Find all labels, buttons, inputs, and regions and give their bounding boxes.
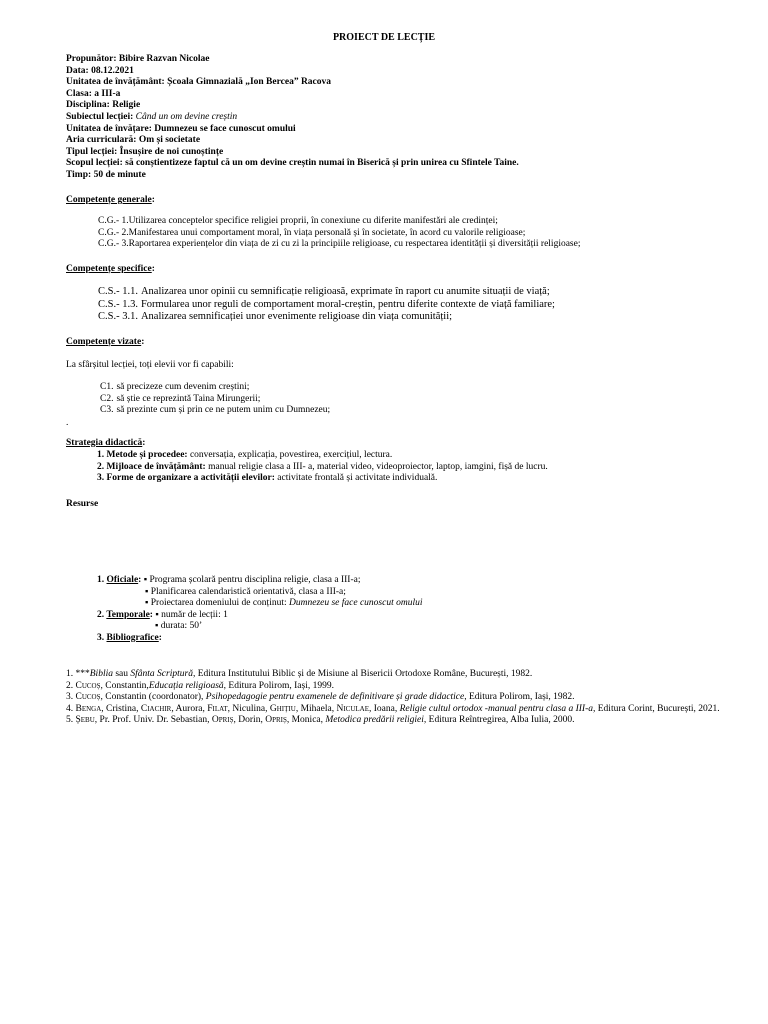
header-sep: : [88, 169, 94, 180]
temporale-item-2: durata: 50’ [160, 621, 203, 632]
oficiale-item-2: Planificarea calendaristică orientativă, clasa a III-a; [150, 586, 346, 597]
oficiale-item-3-italic: Dumnezeu se face cunoscut omului [289, 598, 423, 609]
header-value: Religie [112, 100, 141, 111]
item-code: C.G.- 1. [98, 216, 129, 226]
header-row [66, 100, 736, 112]
item-code: C.S.- 1.3. [98, 298, 138, 310]
competente-specifice-list [98, 286, 768, 324]
header-row [66, 135, 736, 147]
oficiale-label: Oficiale [106, 575, 139, 585]
author-surname: Șebu [75, 715, 95, 726]
header-row [66, 54, 736, 66]
bibliography-entry [66, 704, 736, 716]
bullet: ▪ [145, 598, 149, 609]
header-sep: : [161, 77, 168, 88]
entry-number: 2. [66, 680, 74, 691]
section-heading: Strategia didactică [66, 438, 143, 448]
header-label: Clasa [66, 88, 89, 99]
header-value: Bibire Razvan Nicolae [118, 54, 210, 64]
bullet: ▪ [155, 621, 159, 632]
competente-vizate-intro: La sfârșitul lecției, toți elevii vor fi capabili: [66, 360, 234, 370]
header-row [66, 124, 736, 136]
competente-vizate-section: Competențe vizate: [66, 337, 145, 347]
header-label: Propunător [66, 54, 114, 64]
entry-text: , Editura Institutului Biblic și de Misiune al Bisericii Ortodoxe Române, București, 1982. [192, 669, 533, 679]
header-value: 08.12.2021 [91, 65, 134, 76]
resurse-list: 1. Oficiale: ▪ Programa școlară pentru disciplina religie, clasa a III-a; ▪ Planificarea calendaristică orientativă, clasa a III-a; ▪ Proiectarea domeniului de conținut: Dumnezeu se face cunoscut omului 2. Temporale: ▪ număr de lecții: 1 ▪ durata: 50’ 3. Bibliografice: [97, 575, 423, 643]
author-surname: Ghițiu [269, 703, 296, 714]
header-label: Scopul lecției [66, 158, 120, 169]
list-item [98, 239, 768, 251]
resurse-section [66, 499, 736, 511]
entry-text: , Pr. Prof. Univ. Dr. Sebastian, [94, 715, 212, 726]
section-heading: Competențe specifice [66, 264, 152, 274]
entry-text: , Constantin (coordonator), [100, 692, 206, 703]
strategia-item: 3. Forme de organizare a activității elevilor: activitate frontală și activitate individuală. [97, 473, 438, 484]
list-item [98, 216, 768, 228]
entry-number: 3. [66, 692, 74, 703]
entry-text: , Mihaela, [295, 703, 337, 714]
item-text: manual religie clasa a III- a, material video, videoproiector, laptop, iamgini, fișă de lucru. [208, 461, 548, 472]
header-sep: : [130, 111, 136, 122]
bibliography-entry [66, 692, 736, 704]
strategia-item: 2. Mijloace de învățământ: manual religie clasa a III- a, material video, videoproiector, laptop, iamgini, fișă de lucru. [97, 461, 548, 472]
list-item [98, 228, 768, 240]
item-code: C.S.- 1.1. [98, 286, 138, 297]
item-text: Utilizarea conceptelor specifice religiei proprii, în conexiune cu diferite manifestări ale credinței; [128, 216, 498, 226]
header-value: 50 de minute [93, 169, 146, 180]
header-row [66, 158, 736, 170]
item-label: Forme de organizare a activității elevilor [106, 473, 272, 484]
entry-text: Editura Reîntregirea, Alba Iulia, 2000. [426, 715, 575, 726]
list-item [100, 382, 768, 394]
header-sep: : [88, 88, 95, 99]
header-value: Școala Gimnazială „Ion Bercea” Racova [167, 77, 332, 88]
item-text: activitate frontală și activitate individuală. [277, 473, 438, 484]
header-row [66, 147, 736, 159]
list-item [98, 286, 768, 299]
item-code: C1. [100, 382, 114, 392]
entry-text: , Monica, [286, 715, 326, 726]
entry-title: Psihopedagogie pentru examenele de definitivare și grade didactice [205, 692, 465, 703]
item-text: Analizarea unor opinii cu semnificație religioasă, exprimate în raport cu anumite situații de viață; [140, 286, 550, 297]
item-code: C2. [100, 393, 114, 404]
author-surname: Cucoș [75, 680, 101, 691]
header-value: Însușire de noi cunoștințe [119, 146, 224, 157]
bibliography-entry [66, 669, 736, 681]
header-sep: : [119, 158, 126, 169]
temporale-item-1: număr de lecții: 1 [161, 609, 228, 620]
entry-text: , Constantin, [100, 680, 149, 691]
header-sep: : [106, 100, 113, 111]
entry-title: Religie cultul ortodox -manual pentru clasa a III-a, [399, 703, 596, 714]
entry-text: , Aurora, [171, 703, 208, 714]
item-label: Mijloace de învățământ [106, 461, 203, 472]
competente-generale-list [98, 216, 768, 251]
bullet: ▪ [143, 575, 148, 585]
author-surname: Niculae [336, 703, 369, 714]
entry-text: *** [75, 669, 90, 679]
header-row [66, 89, 736, 101]
author-surname: Ciachir [140, 703, 172, 714]
item-label: Metode și procedee [106, 450, 185, 460]
competente-generale-section: Competențe generale: [66, 195, 155, 205]
competente-specifice-section: Competențe specifice: [66, 264, 155, 274]
item-number: 3. [97, 473, 105, 484]
item-text: Raportarea experiențelor din viața de zi cu zi la principiile religioase, cu respectarea identității și diversității religioase; [128, 239, 581, 250]
strategia-item: 1. Metode și procedee: conversația, explicația, povestirea, exercițiul, lectura. [97, 450, 393, 460]
entry-text: , Niculina, [227, 703, 270, 714]
header-sep: : [133, 135, 139, 146]
item-text: Formularea unor reguli de comportament moral-creștin, pentru diferite contexte de viață familiare; [140, 298, 555, 310]
author-surname: Opriș [265, 715, 287, 726]
header-row [66, 77, 736, 89]
section-heading: Competențe generale [66, 195, 152, 205]
header-sep: : [148, 123, 155, 134]
entry-text: Editura Corint, București, 2021. [595, 703, 720, 714]
item-text: să precizeze cum devenim creștini; [116, 382, 250, 392]
entry-text: , Editura Polirom, Iași, 1982. [464, 692, 575, 703]
temporale-label: Temporale [106, 609, 150, 620]
header-label: Subiectul lecției [66, 111, 131, 122]
strategia-section: Strategia didactică: [66, 438, 146, 448]
entry-number: 4. [66, 703, 74, 714]
list-item [100, 394, 768, 406]
header-value: Om și societate [138, 135, 201, 146]
trailing-dot: . [66, 418, 69, 428]
header-row [66, 66, 736, 78]
strategia-list [97, 450, 767, 485]
header-value: a III-a [94, 88, 121, 99]
competente-vizate-list [100, 382, 768, 417]
bullet: ▪ [155, 609, 159, 620]
header-label: Aria curriculară [66, 135, 134, 146]
item-code: C.S.- 3.1. [98, 311, 138, 322]
header-sep: : [113, 54, 119, 64]
header-sep: : [114, 146, 120, 157]
lesson-header [66, 54, 736, 182]
entry-text: , Cristina, [101, 703, 141, 714]
header-label: Data [66, 65, 86, 76]
list-item [98, 299, 768, 312]
oficiale-item-1: Programa școlară pentru disciplina religie, clasa a III-a; [149, 575, 361, 585]
item-text: conversația, explicația, povestirea, exercițiul, lectura. [189, 450, 393, 460]
header-label: Unitatea de învățare [66, 123, 149, 134]
item-text: Manifestarea unui comportament moral, în viața personală și în societate, în acord cu valorile religioase; [128, 227, 526, 238]
bibliography-entry [66, 715, 736, 727]
header-row [66, 112, 736, 124]
document-title: PROIECT DE LECȚIE [332, 32, 436, 43]
entry-title: Biblia [89, 669, 113, 679]
author-surname: Benga [75, 703, 102, 714]
bullet: ▪ [145, 586, 149, 597]
item-code: C.G.- 3. [98, 239, 129, 250]
header-label: Tipul lecției [66, 146, 115, 157]
section-heading: Competențe vizate [66, 337, 142, 347]
header-sep: : [85, 65, 92, 76]
entry-number: 5. [66, 715, 74, 726]
entry-title: Metodica predării religiei, [325, 715, 427, 726]
entry-text: , Editura Polirom, Iași, 1999. [223, 680, 334, 691]
entry-title: Educația religioasă [148, 680, 224, 691]
item-text: să știe ce reprezintă Taina Mirungerii; [116, 393, 261, 404]
entry-text: , Dorin, [233, 715, 266, 726]
entry-text: , Ioana, [368, 703, 400, 714]
header-label: Disciplina [66, 100, 107, 111]
item-number: 1. [97, 450, 105, 460]
item-number: 2. [97, 461, 105, 472]
list-item [98, 311, 768, 324]
header-label: Timp [66, 169, 89, 180]
author-surname: Opriș [211, 715, 234, 726]
entry-text: sau [112, 669, 131, 679]
header-value: Dumnezeu se face cunoscut omului [154, 123, 296, 134]
bibliografie-list [66, 669, 736, 727]
author-surname: Cucoș [75, 692, 101, 703]
header-label: Unitatea de învățământ [66, 77, 162, 88]
list-item [100, 405, 768, 417]
oficiale-item-3: Proiectarea domeniului de conținut: [150, 598, 289, 609]
header-value: să conștientizeze faptul că un om devine creștin numai în Biserică și prin unirea cu Sfintele Taine. [125, 158, 519, 169]
item-text: Analizarea semnificației unor evenimente religioase din viața comunității; [140, 311, 453, 322]
bibliography-entry [66, 681, 736, 693]
item-code: C3. [100, 405, 114, 416]
section-heading: Resurse [66, 499, 99, 509]
bibliografice-label: Bibliografice [106, 632, 159, 643]
item-text: să prezinte cum și prin ce ne putem unim cu Dumnezeu; [116, 405, 331, 416]
entry-title: Sfânta Scriptură [130, 669, 193, 679]
header-row [66, 170, 736, 182]
entry-number: 1. [66, 669, 74, 679]
author-surname: Filat [207, 703, 228, 714]
item-code: C.G.- 2. [98, 227, 129, 238]
header-value: Când un om devine creștin [135, 111, 238, 122]
